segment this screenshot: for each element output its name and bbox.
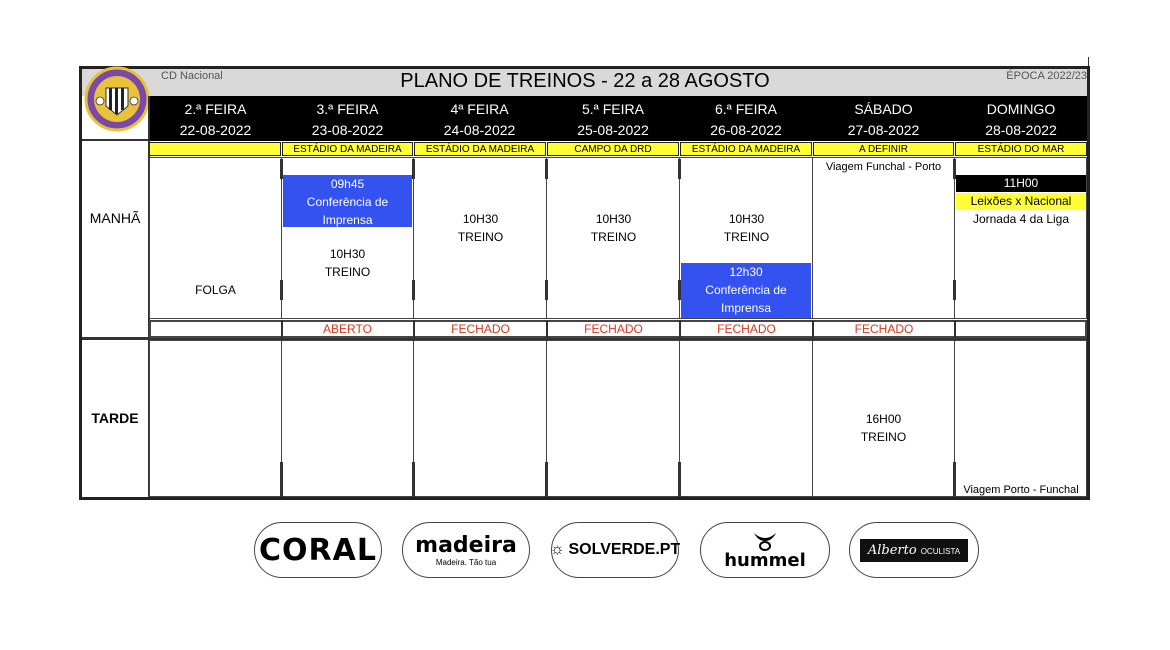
border-accent: [545, 159, 548, 179]
venue-thu: CAMPO DA DRD: [547, 142, 679, 156]
venue-sun: ESTÁDIO DO MAR: [955, 142, 1087, 156]
afternoon-cell-wed: [413, 340, 547, 497]
session-activity-sat-pm: TREINO: [860, 430, 907, 444]
status-thu: FECHADO: [584, 322, 643, 336]
afternoon-cell-mon: [149, 340, 282, 497]
sponsor-alberto-text: Alberto: [867, 542, 917, 558]
day-name-sun: DOMINGO: [955, 99, 1087, 119]
row-label-afternoon: TARDE: [91, 410, 139, 426]
status-fri: FECHADO: [717, 322, 776, 336]
venue-wed: ESTÁDIO DA MADEIRA: [414, 142, 546, 156]
day-date-fri: 26-08-2022: [680, 120, 812, 140]
day-date-mon: 22-08-2022: [150, 120, 281, 140]
page-title: PLANO DE TREINOS - 22 a 28 AGOSTO: [400, 70, 770, 92]
travel-note-sun: Viagem Porto - Funchal: [963, 484, 1079, 496]
border-accent: [280, 462, 283, 497]
match-time-sun: 11H00: [956, 175, 1086, 192]
press-time: 09h45: [330, 177, 365, 191]
day-date-sun: 28-08-2022: [955, 120, 1087, 140]
press-label: Imprensa: [322, 213, 373, 227]
match-fixture-sun: Leixões x Nacional: [956, 193, 1086, 210]
venue-sat: A DEFINIR: [813, 142, 954, 156]
press-conference-block-tue: [283, 175, 412, 227]
match-round-sun: Jornada 4 da Liga: [972, 212, 1070, 226]
border-accent: [545, 462, 548, 497]
border-accent: [678, 159, 681, 179]
morning-mon-text: FOLGA: [195, 283, 236, 297]
session-activity-wed: TREINO: [457, 230, 504, 244]
corner-line: [1088, 57, 1089, 66]
sponsor-madeira-tagline: Madeira. Tão tua: [435, 557, 497, 567]
session-time-tue: 10H30: [329, 247, 366, 261]
press-conference-block-fri: [681, 263, 811, 318]
afternoon-cell-thu: [546, 340, 680, 497]
afternoon-cell-sun: [954, 340, 1087, 497]
club-crest-logo: [84, 64, 150, 134]
day-date-sat: 27-08-2022: [813, 120, 954, 140]
row-label-morning: MANHÃ: [89, 210, 141, 226]
border-accent: [678, 462, 681, 497]
sponsor-hummel-logo: [700, 522, 830, 578]
venue-mon: [149, 142, 281, 156]
bee-icon: [750, 529, 780, 551]
day-name-fri: 6.ª FEIRA: [680, 99, 812, 119]
sponsor-coral-logo: [254, 522, 382, 578]
day-date-tue: 23-08-2022: [282, 120, 413, 140]
border-accent: [412, 280, 415, 300]
session-time-sat-pm: 16H00: [865, 412, 902, 426]
afternoon-cell-tue: [281, 340, 414, 497]
club-name: CD Nacional: [161, 70, 223, 82]
status-wed: FECHADO: [451, 322, 510, 336]
day-name-mon: 2.ª FEIRA: [150, 99, 281, 119]
afternoon-cell-fri: [679, 340, 813, 497]
border-accent: [412, 159, 415, 179]
session-time-wed: 10H30: [462, 212, 499, 226]
status-sat: FECHADO: [854, 322, 914, 336]
press-label: Conferência de: [705, 283, 787, 297]
sponsor-hummel-text: hummel: [724, 550, 806, 571]
day-date-thu: 25-08-2022: [547, 120, 679, 140]
venue-fri: ESTÁDIO DA MADEIRA: [680, 142, 812, 156]
session-time-fri: 10H30: [728, 212, 765, 226]
sponsor-madeira-logo: [402, 522, 530, 578]
day-name-wed: 4ª FEIRA: [414, 99, 545, 119]
row-divider: [82, 139, 150, 141]
day-date-wed: 24-08-2022: [414, 120, 545, 140]
border-accent: [953, 280, 956, 300]
press-label: Imprensa: [720, 301, 772, 315]
session-activity-fri: TREINO: [723, 230, 770, 244]
session-activity-thu: TREINO: [590, 230, 637, 244]
press-label: Conferência de: [306, 195, 389, 209]
sponsor-solverde-text: SOLVERDE.PT: [568, 541, 681, 558]
sponsor-coral-text: CORAL: [259, 532, 377, 568]
sponsor-alberto-logo: [849, 522, 979, 578]
session-activity-tue: TREINO: [324, 265, 371, 279]
alberto-badge: [860, 539, 968, 562]
season-label: ÉPOCA 2022/23: [1006, 70, 1087, 82]
sponsor-solverde-logo: [551, 522, 679, 578]
border-accent: [412, 462, 415, 497]
column-divider: [954, 320, 956, 338]
day-name-tue: 3.ª FEIRA: [282, 99, 413, 119]
sponsor-alberto-sub: OCULISTA: [920, 546, 961, 556]
sponsor-madeira-text: madeira: [415, 532, 517, 558]
day-name-thu: 5.ª FEIRA: [547, 99, 679, 119]
press-time: 12h30: [729, 265, 763, 279]
day-name-sat: SÁBADO: [813, 99, 954, 119]
travel-note-sat: Viagem Funchal - Porto: [825, 161, 942, 173]
venue-tue: ESTÁDIO DA MADEIRA: [282, 142, 413, 156]
border-accent: [545, 280, 548, 300]
sun-icon: ☼: [549, 541, 565, 558]
status-tue: ABERTO: [323, 322, 372, 336]
session-time-thu: 10H30: [595, 212, 632, 226]
morning-cell-sat: [812, 157, 955, 319]
